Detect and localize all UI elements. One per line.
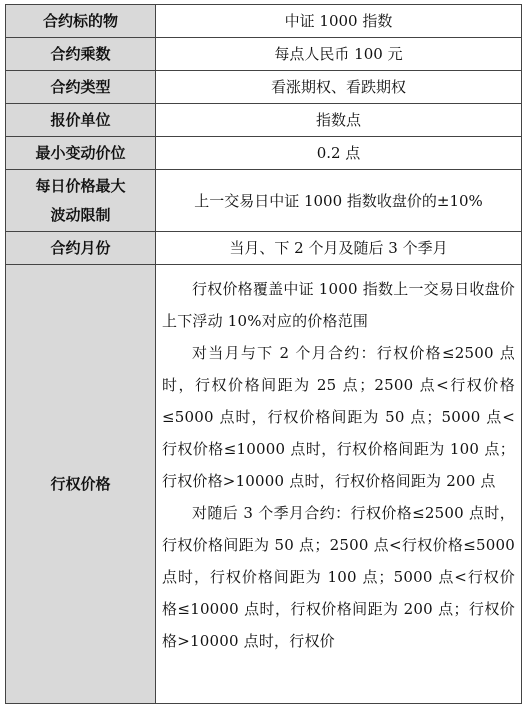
row-value-contract-type: 看涨期权、看跌期权 bbox=[156, 71, 522, 104]
strike-paragraph-quarterly: 对随后 3 个季月合约：行权价格≤2500 点时，行权价格间距为 50 点；2500 点<行权价格≤5000 点时，行权价格间距为 100 点；5000 点<行权价格≤10000 点时，行权价格间距为 200 点；行权价格>10000 点时，行权价 bbox=[162, 504, 515, 650]
row-label-contract-type: 合约类型 bbox=[6, 71, 156, 104]
row-label-quote-unit: 报价单位 bbox=[6, 104, 156, 137]
table-row bbox=[6, 265, 522, 704]
contract-spec-table bbox=[5, 4, 522, 704]
table-row bbox=[6, 137, 522, 170]
row-label-strike-price: 行权价格 bbox=[6, 265, 156, 704]
row-label-price-limit bbox=[6, 170, 156, 232]
row-label-tick-size: 最小变动价位 bbox=[6, 137, 156, 170]
table-row bbox=[6, 170, 522, 232]
contract-spec-table-wrapper bbox=[5, 4, 521, 704]
strike-paragraph-range: 行权价格覆盖中证 1000 指数上一交易日收盘价上下浮动 10%对应的价格范围 bbox=[162, 280, 515, 330]
row-label-price-limit-line1: 每日价格最大 bbox=[35, 176, 126, 195]
row-value-quote-unit: 指数点 bbox=[156, 104, 522, 137]
row-label-multiplier: 合约乘数 bbox=[6, 38, 156, 71]
row-value-underlying: 中证 1000 指数 bbox=[156, 5, 522, 38]
row-value-multiplier: 每点人民币 100 元 bbox=[156, 38, 522, 71]
strike-paragraph-near-months: 对当月与下 2 个月合约：行权价格≤2500 点时，行权价格间距为 25 点；2500 点<行权价格≤5000 点时，行权价格间距为 50 点；5000 点<行权价格≤10000 点时，行权价格间距为 100 点；行权价格>10000 点时，行权价格间距为 200 点 bbox=[162, 344, 515, 490]
table-row bbox=[6, 232, 522, 265]
row-label-price-limit-line2: 波动限制 bbox=[50, 205, 111, 224]
table-row bbox=[6, 38, 522, 71]
row-value-strike-price bbox=[156, 265, 522, 704]
row-label-contract-months: 合约月份 bbox=[6, 232, 156, 265]
row-value-contract-months: 当月、下 2 个月及随后 3 个季月 bbox=[156, 232, 522, 265]
row-value-tick-size: 0.2 点 bbox=[156, 137, 522, 170]
row-value-price-limit: 上一交易日中证 1000 指数收盘价的±10% bbox=[156, 170, 522, 232]
row-label-underlying: 合约标的物 bbox=[6, 5, 156, 38]
table-row bbox=[6, 71, 522, 104]
table-row bbox=[6, 5, 522, 38]
table-row bbox=[6, 104, 522, 137]
